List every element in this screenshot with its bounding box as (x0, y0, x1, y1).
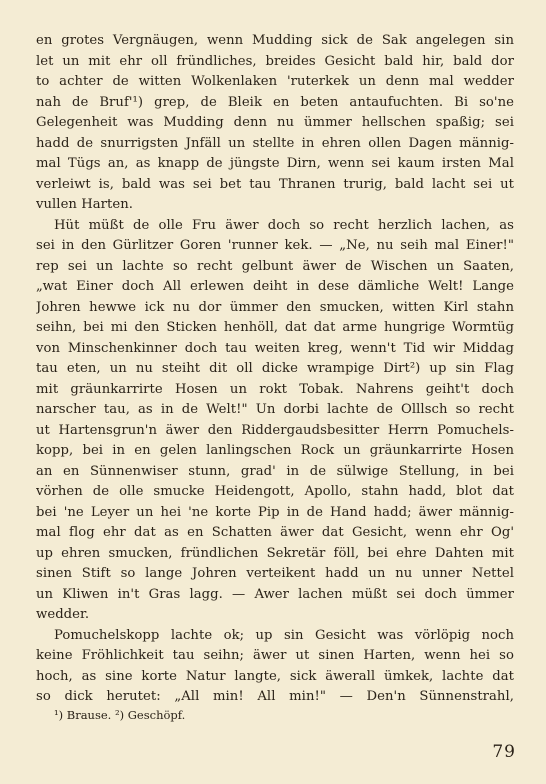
footnotes: ¹) Brause. ²) Geschöpf. (54, 708, 186, 722)
text-line: „wat Einer doch All erlewen deiht in dese dämliche Welt! Lange (36, 279, 514, 294)
text-line: kopp, bei in en gelen lanlingschen Rock un gräunkarrirte Hosen (36, 443, 514, 458)
text-line: narscher tau, as in de Welt!" Un dorbi lachte de Olllsch so recht (36, 402, 514, 417)
text-line: Hüt müßt de olle Fru äwer doch so recht herzlich lachen, as (54, 217, 514, 233)
text-line: sinen Stift so lange Johren verteikent hadd un nu unner Nettel (36, 566, 514, 581)
text-line: hadd de snurrigsten Jnfäll un stellte in ehren ollen Dagen männig- (36, 135, 514, 151)
text-line: mal Tügs an, as knapp de jüngste Dirn, wenn sei kaum irsten Mal (36, 156, 514, 171)
text-line: keine Fröhlichkeit tau seihn; äwer ut sinen Harten, wenn hei so (36, 648, 514, 663)
text-line: so dick herutet: „All min! All min!" — Den'n Sünnenstrahl, (36, 689, 514, 704)
text-line: Pomuchelskopp lachte ok; up sin Gesicht was vörlöpig noch (54, 627, 514, 643)
text-line: rep sei un lachte so recht gelbunt äwer de Wischen un Saaten, (36, 258, 514, 274)
text-line: bei 'ne Leyer un hei 'ne korte Pip in de Hand hadd; äwer männig- (36, 504, 514, 520)
text-line: Johren hewwe ick nu dor ümmer den smucken, witten Kirl stahn (36, 299, 514, 315)
text-line: mit gräunkarrirte Hosen un rokt Tobak. Nahrens geiht't doch (36, 381, 514, 397)
text-line: nah de Bruf'¹) grep, de Bleik en beten antaufuchten. Bi so'ne (36, 94, 514, 110)
text-line: an en Sünnenwiser stunn, grad' in de sülwige Stellung, in bei (36, 463, 514, 479)
text-line: let un mit ehr oll fründliches, breides Gesicht bald hir, bald dor (36, 53, 514, 69)
text-line: tau eten, un nu steiht dit oll dicke wrampige Dirt²) up sin Flag (36, 361, 514, 376)
text-line: Gelegenheit was Mudding denn nu ümmer hellschen spaßig; sei (36, 115, 514, 130)
text-line: mal flog ehr dat as en Schatten äwer dat Gesicht, wenn ehr Og' (36, 525, 514, 540)
text-line: vörhen de olle smucke Heidengott, Apollo, stahn hadd, blot dat (36, 484, 514, 499)
text-line: up ehren smucken, fründlichen Sekretär föll, bei ehre Dahten mit (36, 545, 514, 561)
text-line: en grotes Vergnäugen, wenn Mudding sick de Sak angelegen sin (36, 33, 514, 48)
text-line: verleiwt is, bald was sei bet tau Thranen trurig, bald lacht sei ut (36, 176, 514, 192)
text-line: wedder. (36, 607, 90, 622)
text-line: seihn, bei mi den Sticken henhöll, dat dat arme hungrige Wormtüg (36, 320, 514, 335)
text-line: sei in den Gürlitzer Goren 'runner kek. — „Ne, nu seih mal Einer!" (36, 238, 514, 253)
text-line: von Minschenkinner doch tau weiten kreg, wenn't Tid wir Middag (36, 340, 514, 356)
text-line: vullen Harten. (36, 197, 134, 212)
text-line: ut Hartensgrun'n äwer den Riddergaudsbesitter Herrn Pomuchels- (36, 422, 514, 438)
text-line: to achter de witten Wolkenlaken 'ruterkek un denn mal wedder (36, 74, 514, 89)
text-line: un Kliwen in't Gras lagg. — Awer lachen müßt sei doch ümmer (36, 586, 514, 602)
text-line: hoch, as sine korte Natur langte, sick äwerall ümkek, lachte dat (36, 668, 514, 684)
page-number: 79 (492, 742, 516, 762)
body-text (36, 31, 514, 708)
